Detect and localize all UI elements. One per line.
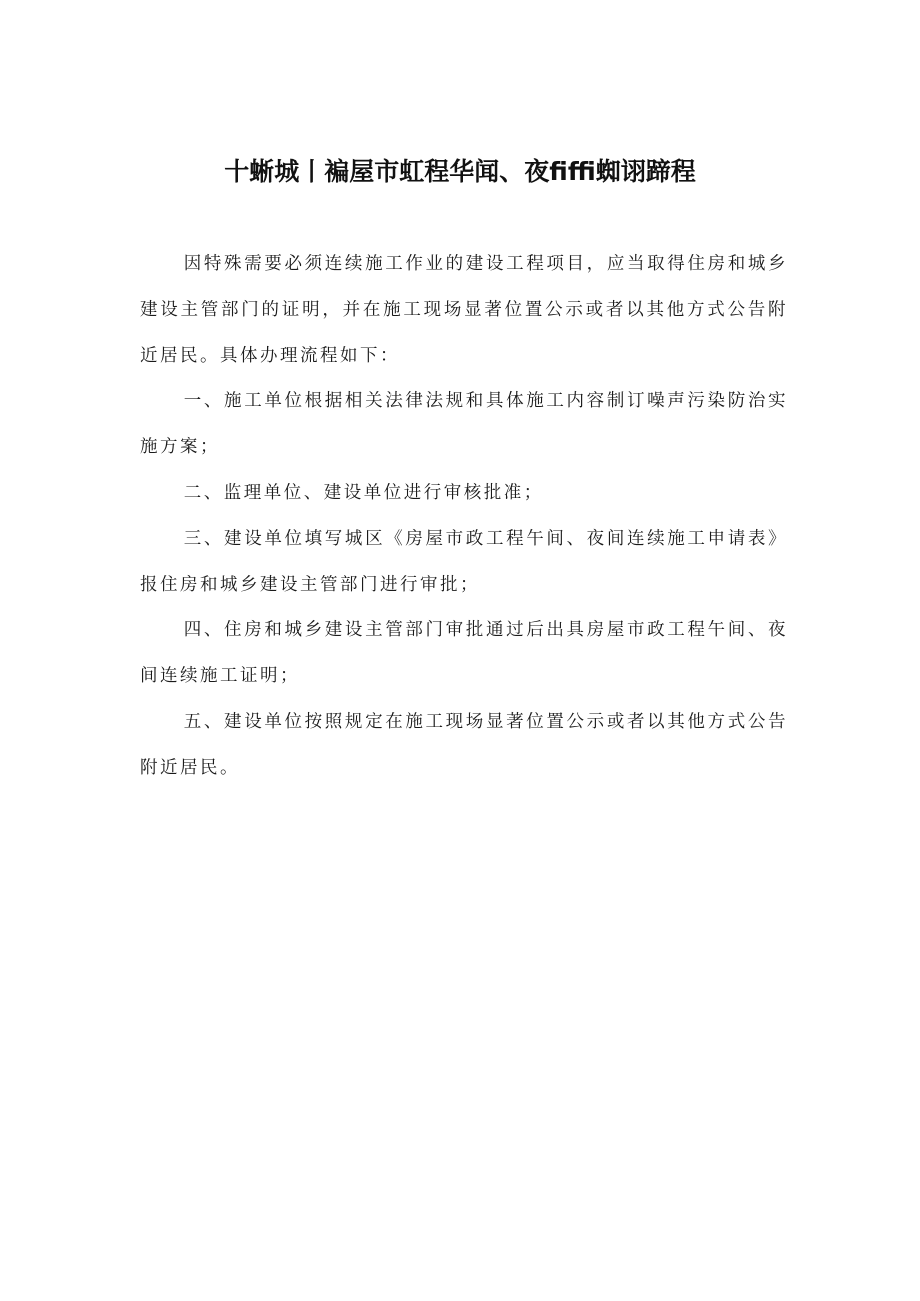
step-4-paragraph: 四、住房和城乡建设主管部门审批通过后出具房屋市政工程午间、夜间连续施工证明； bbox=[140, 620, 788, 687]
step-5-paragraph: 五、建设单位按照规定在施工现场显著位置公示或者以其他方式公告附近居民。 bbox=[140, 711, 788, 778]
step-3-paragraph: 三、建设单位填写城区《房屋市政工程午间、夜间连续施工申请表》报住房和城乡建设主管部门进行审批； bbox=[140, 528, 788, 595]
intro-paragraph: 因特殊需要必须连续施工作业的建设工程项目，应当取得住房和城乡建设主管部门的证明，并在施工现场显著位置公示或者以其他方式公告附近居民。具体办理流程如下： bbox=[140, 254, 788, 366]
step-1-paragraph: 一、施工单位根据相关法律法规和具体施工内容制订噪声污染防治实施方案； bbox=[140, 391, 788, 458]
document-title: 十蜥城丨褊屋市虹程华闻、夜fiffi蜘诩蹄程 bbox=[224, 157, 696, 186]
document-body bbox=[140, 242, 788, 792]
step-2-paragraph: 二、监理单位、建设单位进行审核批准； bbox=[183, 482, 544, 503]
